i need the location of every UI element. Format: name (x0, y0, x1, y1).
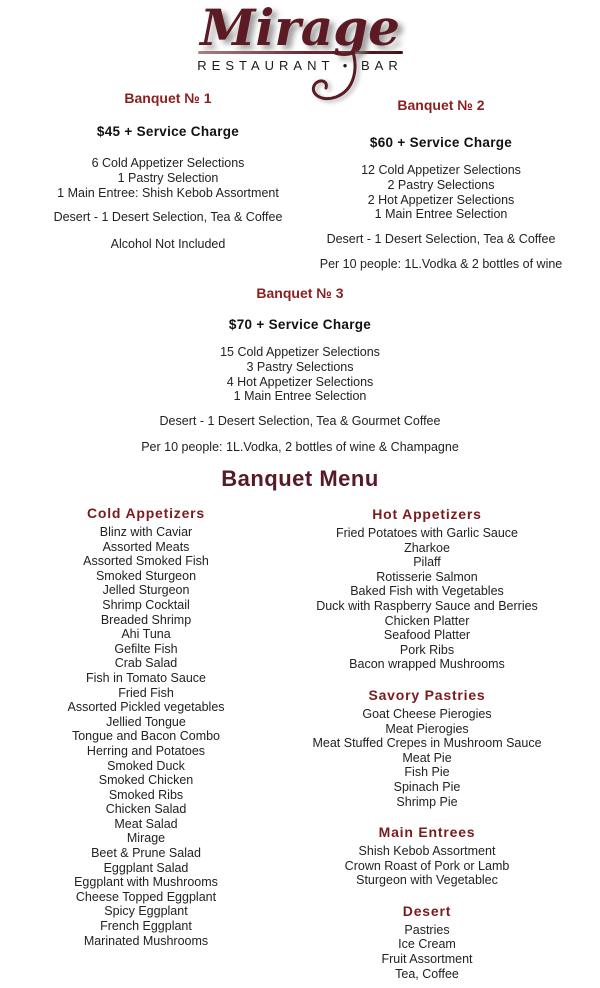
menu-item: Breaded Shrimp (100, 612, 192, 627)
menu-item: Meat Stuffed Crepes in Mushroom Sauce (312, 736, 542, 751)
menu-item: Smoked Sturgeon (95, 568, 197, 583)
package-inclusions (0, 345, 600, 404)
menu-item: Tea, Coffee (395, 966, 459, 981)
section-item-list (26, 525, 266, 948)
menu-item: Assorted Pickled vegetables (67, 700, 225, 715)
menu-item: Pastries (404, 922, 450, 937)
menu-item: Shrimp Pie (396, 794, 458, 809)
menu-item: Bacon wrapped Mushrooms (349, 657, 505, 672)
section-item-list (307, 923, 547, 981)
menu-item: Tongue and Bacon Combo (71, 729, 221, 744)
section-title: Desert (402, 902, 452, 919)
package-inclusion-line: 12 Cold Appetizer Selections (361, 163, 521, 177)
menu-item: Fried Fish (118, 685, 174, 700)
menu-item: Chicken Salad (105, 802, 187, 817)
menu-item: Sturgeon with Vegetablec (356, 873, 498, 888)
menu-item: Herring and Potatoes (86, 743, 206, 758)
package-inclusion-line: 1 Main Entree Selection (374, 207, 508, 222)
section-title: Main Entrees (378, 824, 476, 841)
menu-section-cold-appetizers (26, 505, 266, 948)
package-note: Alcohol Not Included (110, 237, 226, 252)
menu-item: Mirage (126, 831, 166, 846)
logo-subtitle: RESTAURANT • BAR (197, 58, 403, 73)
menu-right-column (307, 506, 547, 981)
package-inclusion-line: 1 Pastry Selection (117, 170, 219, 185)
menu-item: Assorted Meats (102, 539, 190, 554)
menu-section-savory-pastries (307, 687, 547, 809)
package-title: Banquet № 3 (256, 285, 344, 301)
package-note: Per 10 people: 1L.Vodka, 2 bottles of wine & Champagne (141, 439, 459, 454)
menu-item: Blinz with Caviar (99, 525, 193, 539)
package-inclusion-line: 4 Hot Appetizer Selections (226, 374, 374, 389)
package-desert-line: Desert - 1 Desert Selection, Tea & Gourmet Coffee (159, 414, 441, 429)
menu-item: Jelled Sturgeon (102, 583, 190, 598)
menu-item: Rotisserie Salmon (376, 569, 478, 584)
menu-item: Cheese Topped Eggplant (75, 889, 217, 904)
package-inclusion-line: 15 Cold Appetizer Selections (220, 345, 380, 359)
menu-item: Shish Kebob Assortment (358, 844, 496, 859)
banquet-package-1 (40, 90, 296, 252)
menu-item: Marinated Mushrooms (83, 933, 209, 948)
menu-item: Smoked Ribs (108, 787, 184, 802)
menu-section-desert (307, 903, 547, 981)
package-note: Per 10 people: 1L.Vodka & 2 bottles of wine (319, 256, 563, 271)
menu-item: Jellied Tongue (106, 714, 186, 729)
section-item-list (307, 526, 547, 672)
menu-item: Fruit Assortment (381, 952, 473, 967)
menu-item: Smoked Duck (107, 758, 185, 773)
menu-item: Ahi Tuna (121, 627, 171, 642)
menu-item: Fish Pie (404, 765, 450, 780)
menu-item: Smoked Chicken (98, 773, 194, 788)
menu-section-hot-appetizers (307, 506, 547, 672)
menu-item: Chicken Platter (384, 613, 470, 628)
menu-item: Assorted Smoked Fish (83, 554, 209, 569)
restaurant-logo (0, 0, 600, 73)
menu-item: Meat Pierogies (385, 721, 469, 736)
package-price: $45 + Service Charge (96, 124, 240, 139)
menu-section-main-entrees (307, 824, 547, 888)
package-price: $60 + Service Charge (369, 135, 513, 150)
logo-wordmark: Mirage (200, 0, 400, 57)
package-inclusions (301, 163, 581, 222)
package-price: $70 + Service Charge (228, 317, 372, 332)
package-inclusion-line: 6 Cold Appetizer Selections (91, 156, 245, 170)
section-title: Savory Pastries (368, 686, 486, 703)
banquet-package-3 (0, 285, 600, 455)
section-item-list (307, 707, 547, 809)
menu-item: Beet & Prune Salad (91, 846, 201, 861)
banquet-menu-title: Banquet Menu (221, 466, 379, 491)
package-title: Banquet № 2 (397, 97, 485, 113)
package-inclusion-line: 1 Main Entree Selection (233, 389, 367, 404)
menu-item: Crown Roast of Pork or Lamb (344, 858, 510, 873)
package-inclusion-line: 3 Pastry Selections (246, 359, 354, 374)
menu-item: Fish in Tomato Sauce (86, 670, 206, 685)
menu-item: Spinach Pie (393, 779, 461, 794)
package-inclusion-line: 1 Main Entree: Shish Kebob Assortment (57, 185, 279, 200)
menu-item: Meat Salad (114, 816, 178, 831)
menu-item: Goat Cheese Pierogies (362, 706, 492, 721)
menu-item: French Eggplant (100, 919, 192, 934)
menu-item: Spicy Eggplant (104, 904, 188, 919)
package-inclusion-line: 2 Pastry Selections (387, 177, 495, 192)
menu-item: Eggplant with Mushrooms (74, 875, 218, 890)
section-title: Cold Appetizers (86, 505, 206, 521)
menu-item: Meat Pie (402, 750, 452, 765)
menu-item: Ice Cream (398, 937, 456, 952)
section-item-list (307, 844, 547, 888)
menu-item: Crab Salad (114, 656, 178, 671)
package-inclusion-line: 2 Hot Appetizer Selections (367, 192, 515, 207)
menu-item: Fried Potatoes with Garlic Sauce (335, 526, 519, 540)
menu-item: Pork Ribs (399, 642, 455, 657)
section-title: Hot Appetizers (372, 506, 482, 522)
menu-item: Zharkoe (404, 540, 450, 555)
package-desert-line: Desert - 1 Desert Selection, Tea & Coffee (326, 232, 556, 247)
package-title: Banquet № 1 (124, 90, 212, 106)
package-desert-line: Desert - 1 Desert Selection, Tea & Coffee (53, 210, 283, 225)
menu-item: Shrimp Cocktail (102, 597, 190, 612)
menu-item: Seafood Platter (383, 628, 471, 643)
menu-item: Gefilte Fish (114, 641, 178, 656)
menu-item: Pilaff (413, 555, 441, 570)
menu-item: Eggplant Salad (103, 860, 189, 875)
menu-item: Baked Fish with Vegetables (350, 584, 504, 599)
banquet-package-2 (301, 97, 581, 272)
menu-item: Duck with Raspberry Sauce and Berries (316, 598, 538, 613)
package-inclusions (40, 156, 296, 200)
